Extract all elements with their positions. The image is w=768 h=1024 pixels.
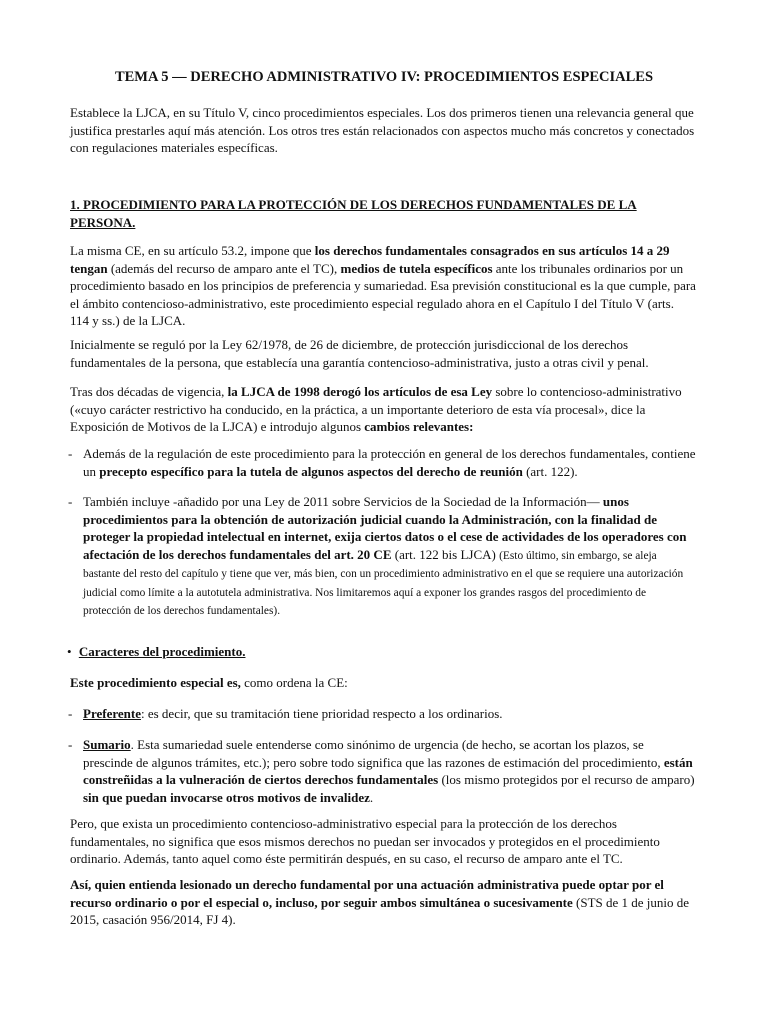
paragraph-lead: Este procedimiento especial es, como ordena la CE: [70, 675, 348, 690]
bullet-marker: • [67, 644, 72, 659]
dash-marker: - [68, 446, 73, 461]
subsection-heading-text: Caracteres del procedimiento. [78, 644, 246, 659]
subsection-heading-caracteres [67, 643, 707, 661]
list-item-derecho-reunion [68, 445, 696, 480]
list-item-propiedad-intelectual [68, 493, 696, 620]
list-item-preferente [68, 705, 696, 723]
dash-marker: - [68, 737, 73, 752]
dash-marker: - [68, 494, 73, 509]
paragraph-ce-53: La misma CE, en su artículo 53.2, impone que los derechos fundamentales consagrados en sus artículos 14 a 29 tengan (además del recurso de amparo ante el TC), medios de tutela específicos ante los tribunales ordinarios por un procedimiento basado en los principios de preferencia y sumariedad. Esa previsión constitucional es la que cumple, para el ámbito contencioso-administrativo, este procedimiento especial regulado ahora en el Capítulo I del Título V (arts. 114 y ss.) de la LJCA. [70, 243, 696, 328]
page-title: TEMA 5 — DERECHO ADMINISTRATIVO IV: PROCEDIMIENTOS ESPECIALES [114, 69, 654, 85]
list-item-text: Además de la regulación de este procedimiento para la protección en general de los derechos fundamentales, contiene un precepto específico para la tutela de algunos aspectos del derecho de reunión (art. 122). [83, 446, 696, 479]
intro-paragraph: Establece la LJCA, en su Título V, cinco procedimientos especiales. Los dos primeros tienen una relevancia general que justifica prestarles aquí más atención. Los otros tres están relacionados con aspectos mucho más concretos y conectados con regulaciones materiales específicas. [70, 105, 695, 155]
list-item-text: Preferente: es decir, que su tramitación tiene prioridad respecto a los ordinarios. [83, 706, 503, 721]
paragraph-asi: Así, quien entienda lesionado un derecho fundamental por una actuación administrativa puede optar por el recurso ordinario o por el especial o, incluso, por seguir ambos simultánea o sucesivamente (STS de 1 de junio de 2015, casación 956/2014, FJ 4). [70, 877, 690, 927]
list-item-text: Sumario. Esta sumariedad suele entenderse como sinónimo de urgencia (de hecho, se acortan los plazos, se prescinde de algunos trámites, etc.); pero sobre todo significa que las razones de estimación del procedimiento, están constreñidas a la vulneración de ciertos derechos fundamentales (los mismo protegidos por el recurso de amparo) sin que puedan invocarse otros motivos de invalidez. [83, 737, 695, 805]
paragraph-ley-62-1978: Inicialmente se reguló por la Ley 62/1978, de 26 de diciembre, de protección jurisdiccional de los derechos fundamentales de la persona, que establecía una garantía contencioso-administrativa, justo a otras civil y penal. [70, 337, 649, 370]
list-item-sumario [68, 736, 696, 806]
paragraph-ljca-1998: Tras dos décadas de vigencia, la LJCA de 1998 derogó los artículos de esa Ley sobre lo contencioso-administrativo («cuyo carácter restrictivo ha conducido, en la práctica, a un importante deterioro de esta vía procesal», dice la Exposición de Motivos de la LJCA) e introdujo algunos cambios relevantes: [70, 384, 682, 434]
paragraph-pero: Pero, que exista un procedimiento contencioso-administrativo especial para la protección de los derechos fundamentales, no significa que esos mismos derechos no puedan ser invocados y protegidos en el procedimiento ordinario. Además, tanto aquel como éste permitirán después, en su caso, el recurso de amparo ante el TC. [70, 816, 660, 866]
dash-marker: - [68, 706, 73, 721]
section-heading: 1. PROCEDIMIENTO PARA LA PROTECCIÓN DE LOS DERECHOS FUNDAMENTALES DE LA PERSONA. [70, 197, 637, 230]
list-item-text: También incluye -añadido por una Ley de 2011 sobre Servicios de la Sociedad de la Información— unos procedimientos para la obtención de autorización judicial cuando la Administración, con la finalidad de proteger la propiedad intelectual en internet, exija ciertos datos o el cese de actividades de los operadores con afectación de los derechos fundamentales del art. 20 CE (art. 122 bis LJCA) (Esto último, sin embargo, se aleja bastante del resto del capítulo y tiene que ver, más bien, con un procedimiento administrativo en el que se requiere una autorización judicial como límite a la autotutela administrativa. Nos limitaremos aquí a exponer los grandes rasgos del procedimiento de protección de los derechos fundamentales). [83, 494, 687, 617]
